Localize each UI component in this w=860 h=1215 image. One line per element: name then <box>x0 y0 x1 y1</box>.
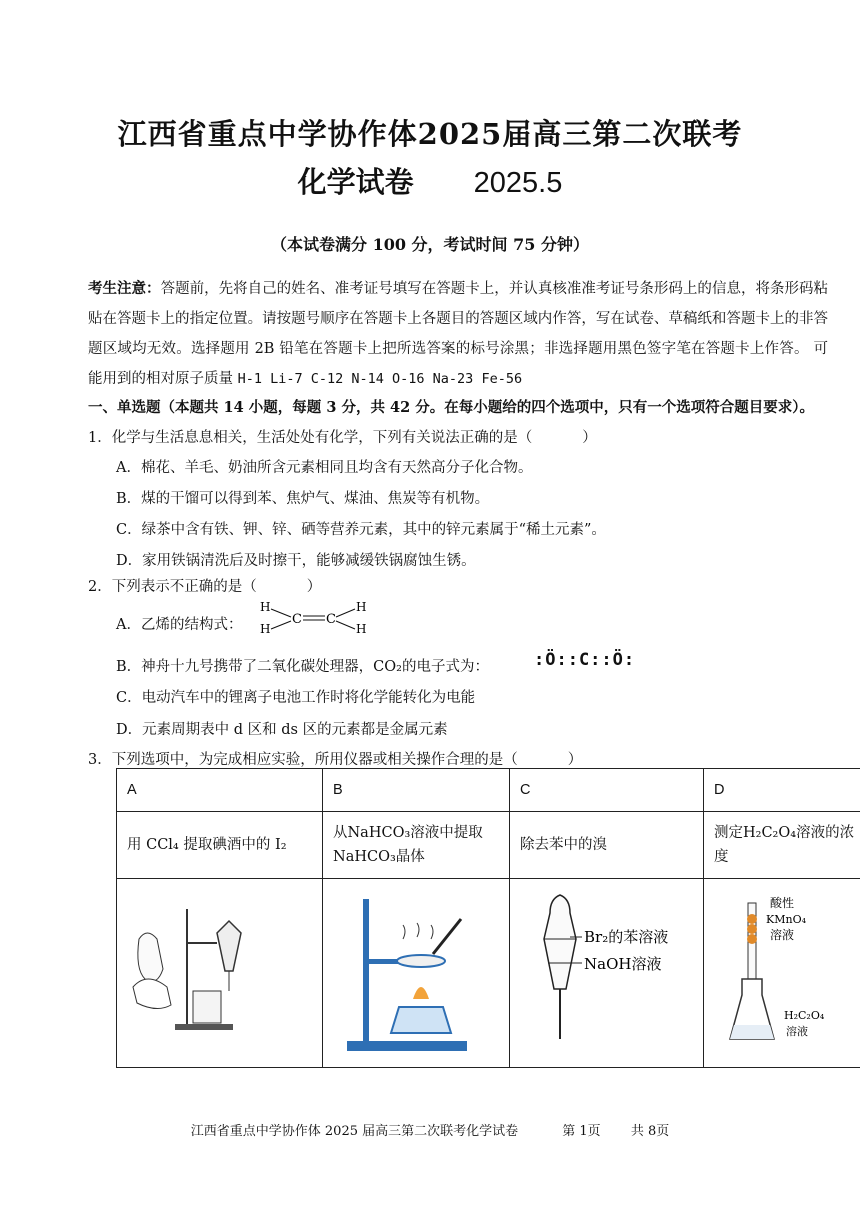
q1-stem: 1．化学与生活息息相关，生活处处有化学，下列有关说法正确的是（ ） <box>88 430 597 446</box>
evaporation-setup-figure <box>333 879 499 1063</box>
q3-header-b: B <box>323 769 510 812</box>
q3-apparatus-b <box>323 879 510 1068</box>
exam-date: 2025.5 <box>473 167 563 199</box>
ethylene-atom-h4: H <box>356 622 367 636</box>
notice-text: 答题前，先将自己的姓名、准考证号填写在答题卡上，并认真核准准考证号条形码上的信息，将条形码粘贴在答题卡上的指定位置。请按题号顺序在答题卡上各题目的答题区域内作答，写在试卷、草稿纸和答题卡上的非答题区域均无效。选择题用 2B 铅笔在答题卡上把所选答案的标号涂黑；非选择题用黑色签字笔在答题卡上作答。 可能用到的相对原子质量 <box>88 281 829 387</box>
exam-subject-title <box>0 160 860 201</box>
exam-score-time: （本试卷满分 100 分，考试时间 75 分钟） <box>271 235 589 254</box>
q1-option-c: C．绿茶中含有铁、钾、锌、硒等营养元素，其中的锌元素属于“稀土元素”。 <box>116 522 606 538</box>
ethylene-atom-c1: C <box>292 612 302 627</box>
q1-option-a: A．棉花、羊毛、奶油所含元素相同且均含有天然高分子化合物。 <box>116 460 533 476</box>
q1-option-d: D．家用铁锅清洗后及时擦干，能够减缓铁锅腐蚀生锈。 <box>116 553 476 569</box>
section-heading: 一、单选题（本题共 14 小题，每题 3 分，共 42 分。在每小题给的四个选项中，只有一个选项符合题目要求）。 <box>88 399 814 416</box>
page-footer <box>0 1120 860 1139</box>
footer-total-pages: 共 8页 <box>630 1124 670 1139</box>
label-naoh-solution: NaOH溶液 <box>584 955 662 973</box>
separatory-funnel-shaking-figure <box>127 879 312 1063</box>
co2-electron-formula: :Ö::C::Ö: <box>534 650 636 670</box>
q3-header-a: A <box>117 769 323 812</box>
q2-option-a: A．乙烯的结构式： <box>116 617 243 633</box>
ethylene-structural-formula <box>256 598 386 638</box>
q1-option-b: B．煤的干馏可以得到苯、焦炉气、煤油、焦炭等有机物。 <box>116 491 490 507</box>
q3-apparatus-c <box>510 879 704 1068</box>
ethylene-atom-h3: H <box>356 600 367 614</box>
label-titrant-solution: 溶液 <box>770 928 795 942</box>
q3-options-table <box>116 768 860 1068</box>
q3-task-c: 除去苯中的溴 <box>510 812 704 879</box>
q3-apparatus-a <box>117 879 323 1068</box>
ethylene-atom-c2: C <box>326 612 336 627</box>
q3-task-a: 用 CCl₄ 提取碘酒中的 I₂ <box>117 812 323 879</box>
q2-option-c: C．电动汽车中的锂离子电池工作时将化学能转化为电能 <box>116 690 476 706</box>
label-kmno4: KMnO₄ <box>766 913 806 926</box>
ethylene-atom-h1: H <box>260 600 271 614</box>
q3-task-d: 测定H₂C₂O₄溶液的浓度 <box>704 812 860 879</box>
exam-title: 江西省重点中学协作体2025届高三第二次联考 <box>117 117 743 151</box>
q3-header-d: D <box>704 769 860 812</box>
label-flask-solution: 溶液 <box>786 1025 808 1038</box>
q2-option-d: D．元素周期表中 d 区和 ds 区的元素都是金属元素 <box>116 722 448 738</box>
subject-name: 化学试卷 <box>297 165 414 199</box>
q3-header-c: C <box>510 769 704 812</box>
q2-stem: 2．下列表示不正确的是（ ） <box>88 579 322 595</box>
atomic-masses: H-1 Li-7 C-12 N-14 O-16 Na-23 Fe-56 <box>237 371 523 387</box>
footer-exam-name: 江西省重点中学协作体 2025 届高三第二次联考化学试卷 <box>190 1124 519 1139</box>
separatory-funnel-figure <box>520 879 693 1063</box>
q3-task-b: 从NaHCO₃溶液中提取NaHCO₃晶体 <box>323 812 510 879</box>
label-bromine-benzene: Br₂的苯溶液 <box>584 928 669 946</box>
ethylene-atom-h2: H <box>260 622 271 636</box>
titration-setup-figure <box>714 879 860 1063</box>
q3-stem: 3．下列选项中，为完成相应实验，所用仪器或相关操作合理的是（ ） <box>88 752 583 768</box>
label-acidic: 酸性 <box>770 896 795 910</box>
notice-paragraph <box>88 274 828 394</box>
footer-page-number: 第 1页 <box>562 1124 601 1139</box>
label-h2c2o4: H₂C₂O₄ <box>784 1009 825 1022</box>
q2-option-b: B．神舟十九号携带了二氧化碳处理器，CO₂的电子式为： <box>116 659 489 675</box>
notice-label: 考生注意： <box>88 280 161 297</box>
q3-apparatus-d <box>704 879 860 1068</box>
